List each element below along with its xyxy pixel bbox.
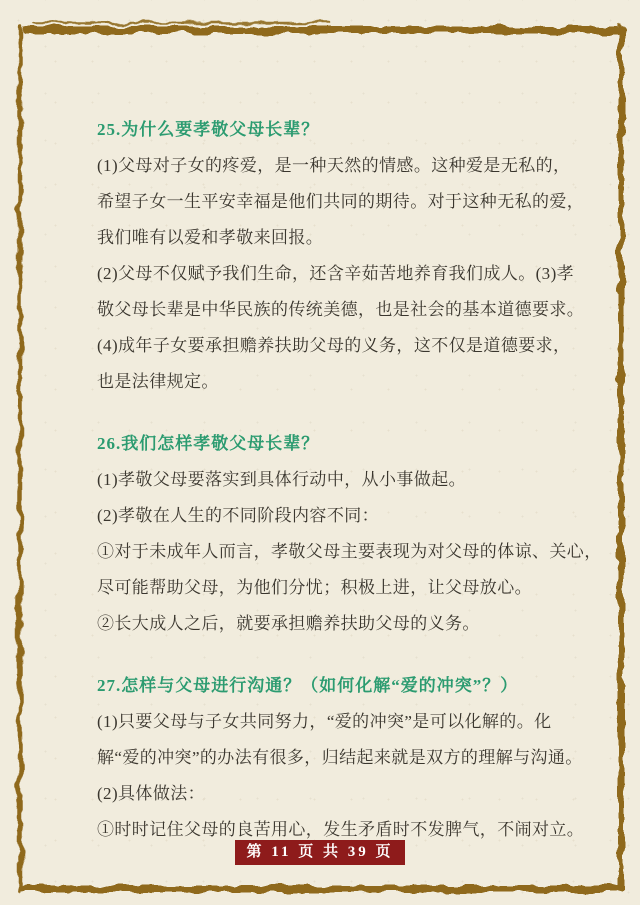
question-heading: 26.我们怎样孝敬父母长辈？ bbox=[97, 434, 320, 453]
question-heading: 25.为什么要孝敬父母长辈？ bbox=[97, 120, 320, 139]
question-section-25 bbox=[97, 112, 585, 400]
question-heading: 27.怎样与父母进行沟通？（如何化解“爱的冲突”？） bbox=[97, 676, 519, 695]
text-line: 希望子女一生平安幸福是他们共同的期待。对于这种无私的爱， bbox=[97, 192, 585, 211]
text-line: 解“爱的冲突”的办法有很多，归结起来就是双方的理解与沟通。 bbox=[97, 748, 583, 767]
text-line: (4)成年子女要承担赡养扶助父母的义务，这不仅是道德要求， bbox=[97, 336, 571, 355]
page-number-badge: 第 11 页 共 39 页 bbox=[235, 840, 406, 865]
text-line: (1)孝敬父母要落实到具体行动中，从小事做起。 bbox=[97, 470, 467, 489]
question-section-26 bbox=[97, 426, 602, 642]
text-line: 尽可能帮助父母，为他们分忧；积极上进，让父母放心。 bbox=[97, 578, 532, 597]
text-line: ①对于未成年人而言，孝敬父母主要表现为对父母的体谅、关心， bbox=[97, 542, 602, 561]
content bbox=[97, 112, 602, 848]
text-line: 我们唯有以爱和孝敬来回报。 bbox=[97, 228, 324, 247]
text-line: ②长大成人之后，就要承担赡养扶助父母的义务。 bbox=[97, 614, 480, 633]
text-line: (1)父母对子女的疼爱，是一种天然的情感。这种爱是无私的， bbox=[97, 156, 571, 175]
text-line: 敬父母长辈是中华民族的传统美德，也是社会的基本道德要求。 bbox=[97, 300, 585, 319]
text-line: (2)父母不仅赋予我们生命，还含辛茹苦地养育我们成人。(3)孝 bbox=[97, 264, 575, 283]
text-line: (1)只要父母与子女共同努力，“爱的冲突”是可以化解的。化 bbox=[97, 712, 552, 731]
text-line: ①时时记住父母的良苦用心，发生矛盾时不发脾气，不闹对立。 bbox=[97, 820, 585, 839]
text-line: (2)具体做法： bbox=[97, 784, 206, 803]
text-line: 也是法律规定。 bbox=[97, 372, 219, 391]
question-section-27 bbox=[97, 668, 585, 848]
page-footer bbox=[0, 840, 640, 865]
text-line: (2)孝敬在人生的不同阶段内容不同： bbox=[97, 506, 380, 525]
